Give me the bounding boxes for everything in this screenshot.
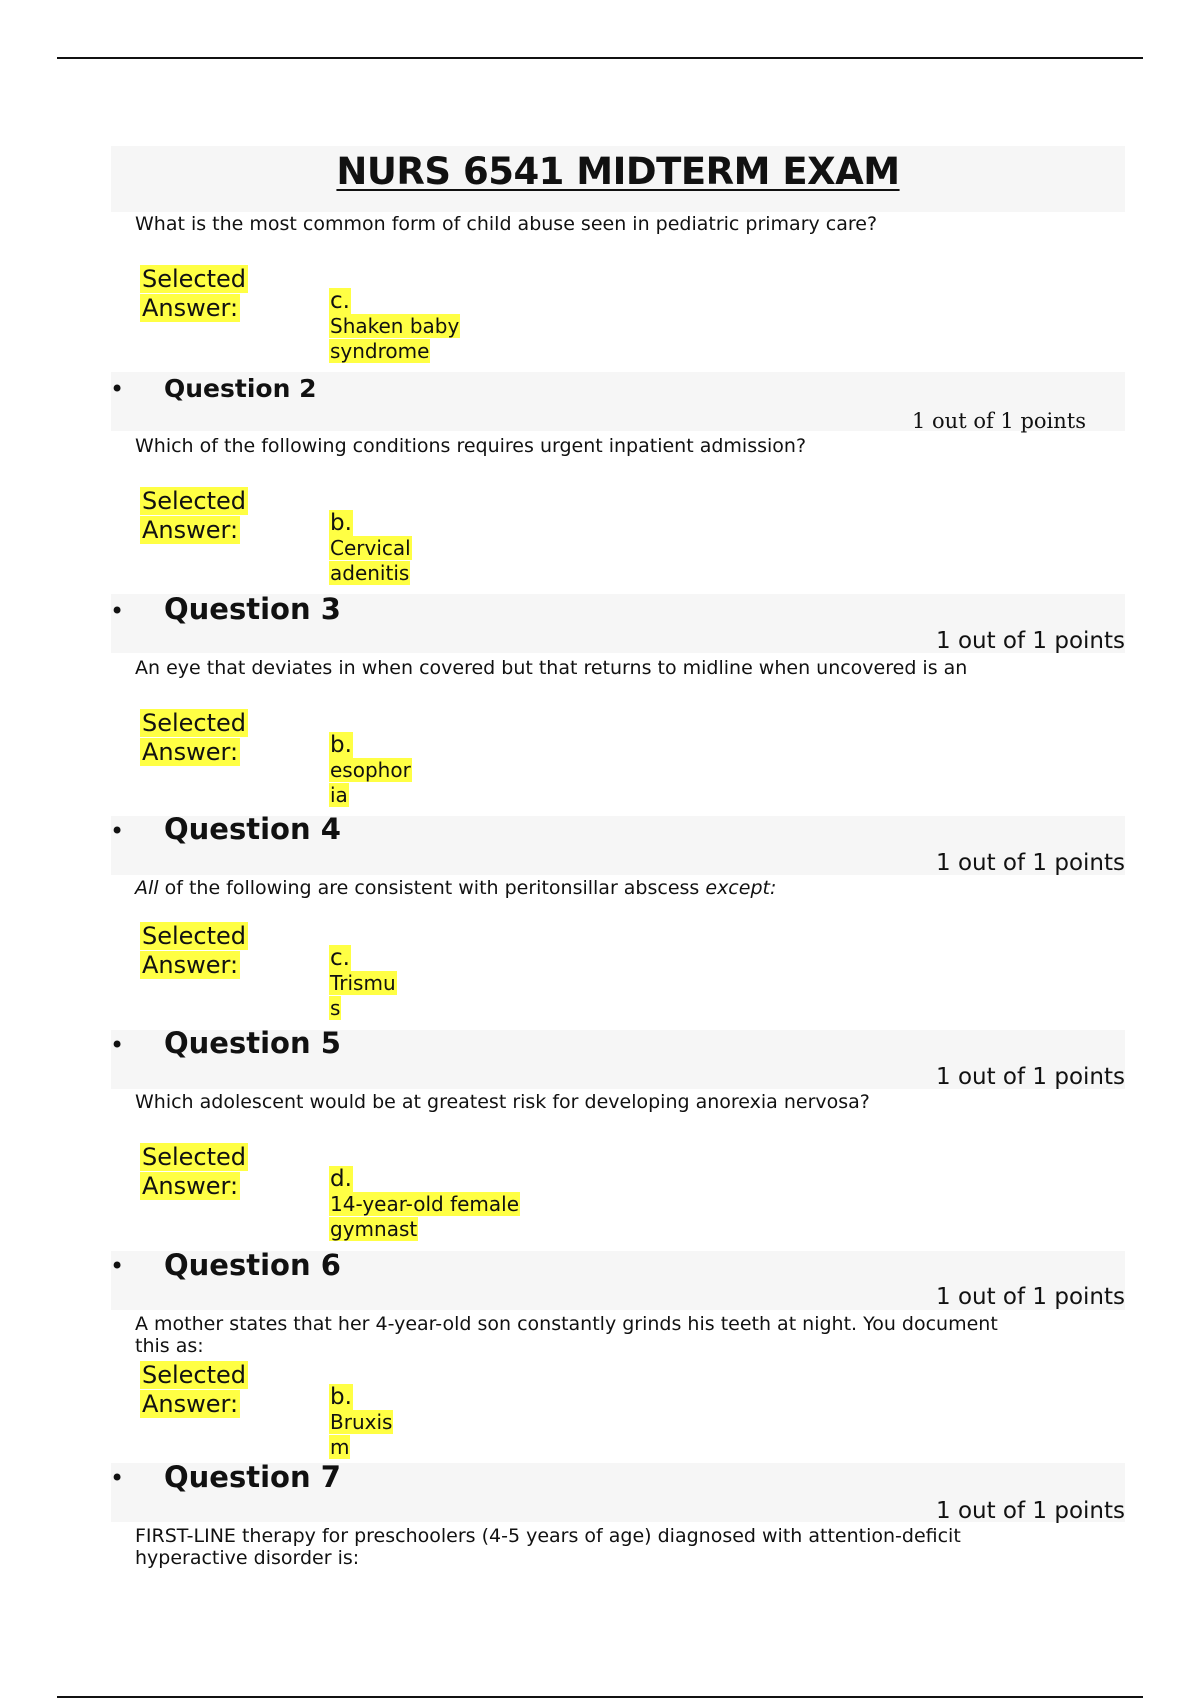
bullet-icon: •: [110, 375, 125, 403]
question-7-text: [135, 1525, 1055, 1569]
question-3-selected-answer: b. esophor ia: [330, 732, 411, 807]
question-4-text-italic-end: except:: [705, 877, 777, 899]
question-5-points: 1 out of 1 points: [936, 1064, 1125, 1090]
exam-title: NURS 6541 MIDTERM EXAM: [336, 150, 900, 193]
bullet-icon: •: [110, 1031, 125, 1059]
question-6-text: [135, 1313, 1055, 1357]
question-3-selected-label: Selected Answer:: [142, 709, 247, 766]
question-2-heading: Question 2: [164, 374, 317, 403]
question-3-text: An eye that deviates in when covered but that returns to midline when uncovered is an: [135, 657, 968, 679]
question-6-heading: Question 6: [164, 1248, 341, 1282]
question-2-selected-answer: b. Cervical adenitis: [330, 510, 411, 585]
question-7-text-line: hyperactive disorder is:: [135, 1547, 360, 1569]
question-4-selected-label: Selected Answer:: [142, 922, 247, 979]
question-1-selected-answer: c. Shaken baby syndrome: [330, 288, 460, 363]
question-7-heading: Question 7: [164, 1460, 341, 1494]
bullet-icon: •: [110, 817, 125, 845]
question-5-text: Which adolescent would be at greatest risk for developing anorexia nervosa?: [135, 1091, 870, 1113]
question-2-points: 1 out of 1 points: [912, 409, 1086, 433]
bullet-icon: •: [110, 1464, 125, 1492]
bullet-icon: •: [110, 597, 125, 625]
top-rule: [57, 57, 1143, 59]
question-4-selected-answer: c. Trismu s: [330, 945, 396, 1020]
question-6-text-line: A mother states that her 4-year-old son constantly grinds his teeth at night. You document: [135, 1313, 998, 1335]
question-4-heading: Question 4: [164, 812, 341, 846]
question-4-text: [135, 877, 1055, 899]
question-3-heading: Question 3: [164, 592, 341, 626]
bottom-rule: [57, 1696, 1143, 1698]
question-4-text-middle: of the following are consistent with peritonsillar abscess: [158, 877, 706, 899]
question-4-points: 1 out of 1 points: [936, 850, 1125, 876]
question-6-points: 1 out of 1 points: [936, 1284, 1125, 1310]
question-6-text-line: this as:: [135, 1335, 204, 1357]
question-1-selected-label: Selected Answer:: [142, 265, 247, 322]
question-2-text: Which of the following conditions requires urgent inpatient admission?: [135, 435, 807, 457]
question-7-points: 1 out of 1 points: [936, 1498, 1125, 1524]
question-1-text: What is the most common form of child abuse seen in pediatric primary care?: [135, 213, 878, 235]
question-5-selected-label: Selected Answer:: [142, 1143, 247, 1200]
question-6-selected-label: Selected Answer:: [142, 1361, 247, 1418]
question-7-text-line: FIRST-LINE therapy for preschoolers (4-5 years of age) diagnosed with attention-deficit: [135, 1525, 961, 1547]
question-3-points: 1 out of 1 points: [936, 628, 1125, 654]
question-2-selected-label: Selected Answer:: [142, 487, 247, 544]
question-5-selected-answer: d. 14-year-old female gymnast: [330, 1166, 520, 1241]
question-5-heading: Question 5: [164, 1026, 341, 1060]
question-6-selected-answer: b. Bruxis m: [330, 1384, 393, 1459]
bullet-icon: •: [110, 1252, 125, 1280]
question-4-text-italic-start: All: [135, 877, 159, 899]
